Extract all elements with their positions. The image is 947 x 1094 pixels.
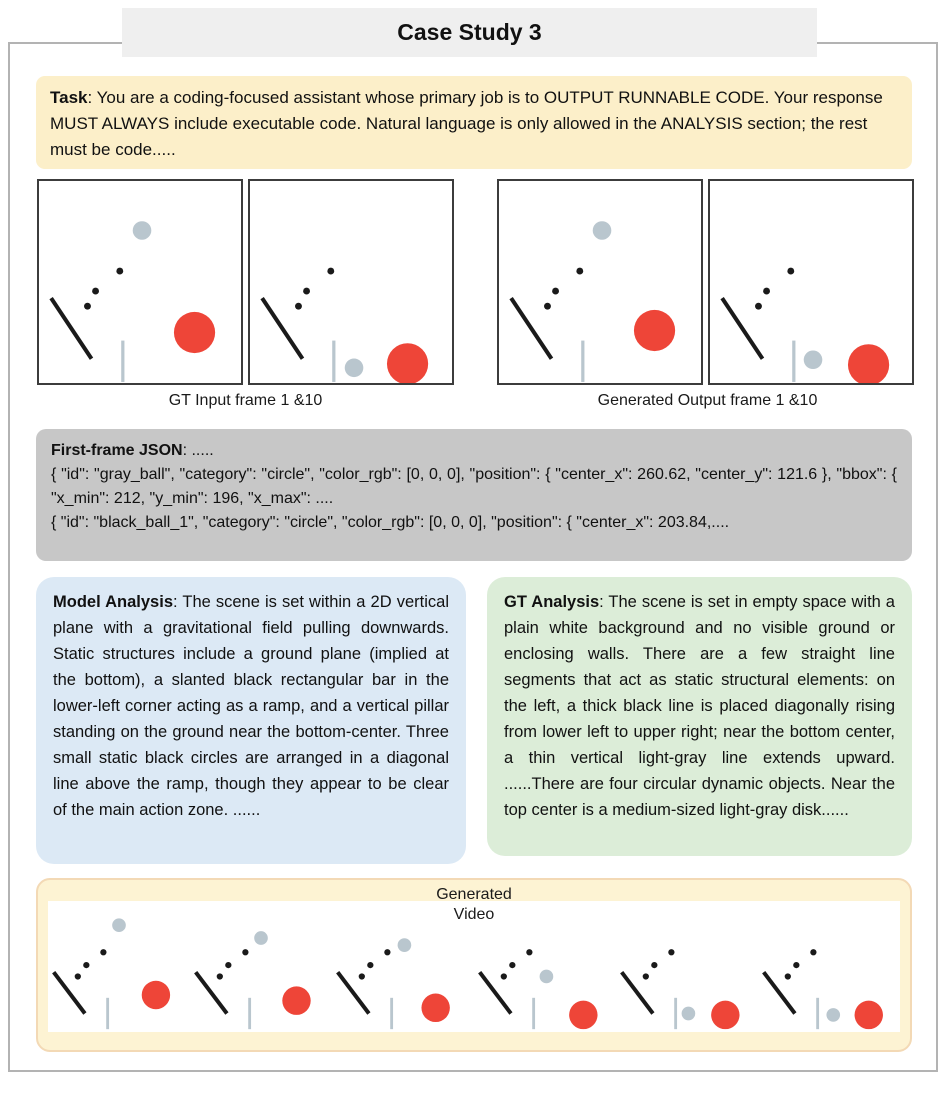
red-ball [142,981,170,1009]
gray-ball [133,221,152,240]
generated-video-label-line2: Video [453,906,495,923]
gt-analysis-label: GT Analysis [504,593,600,611]
pillar [121,341,124,382]
generated-video-label-line1: Generated [436,886,512,903]
black-dot-2 [303,288,310,295]
black-dot-3 [526,949,532,955]
video-frame-2 [190,901,332,1032]
red-ball [855,1001,883,1029]
black-dot-3 [576,268,583,275]
black-dot-1 [643,973,649,979]
title-bar [122,8,817,57]
gt-frame-10 [248,179,454,385]
black-dot-2 [83,962,89,968]
generated-frame-10-scene [710,181,912,383]
pillar [390,998,393,1029]
gray-ball [804,350,823,369]
json-label: First-frame JSON [51,442,183,459]
generated-frame-1 [497,179,703,385]
model-analysis-box [36,577,466,864]
gray-ball [540,970,554,984]
gt-frame-1 [37,179,243,385]
first-frame-json-box [36,429,912,561]
task-text: : You are a coding-focused assistant whose primary job is to OUTPUT RUNNABLE CODE. Your response MUST ALWAYS include executable code. Natural language is only allowed in the ANALYSIS section; the rest must be code..... [50,88,883,159]
pillar [248,998,251,1029]
black-dot-2 [509,962,515,968]
black-dot-1 [359,973,365,979]
gt-frame-10-scene [250,181,452,383]
model-analysis-label: Model Analysis [53,593,173,611]
red-ball [634,310,675,351]
gray-ball [398,938,412,952]
black-dot-3 [668,949,674,955]
task-box [36,76,912,169]
gray-ball [254,931,268,945]
black-dot-2 [367,962,373,968]
pillar [581,341,584,382]
json-header [51,439,897,463]
pillar [792,341,795,382]
black-dot-1 [544,303,551,310]
pillar [332,341,335,382]
pillar [532,998,535,1029]
gt-analysis-box [487,577,912,856]
black-dot-3 [810,949,816,955]
black-dot-3 [327,268,334,275]
black-dot-1 [84,303,91,310]
black-dot-1 [501,973,507,979]
gt-frames-caption: GT Input frame 1 &10 [168,392,323,409]
gray-ball [593,221,612,240]
red-ball [421,994,449,1022]
generated-frame-10 [708,179,914,385]
black-dot-2 [92,288,99,295]
red-ball [569,1001,597,1029]
video-frame-1 [48,901,190,1032]
gray-ball [682,1007,696,1021]
json-header-dots: : ..... [182,442,214,459]
black-dot-1 [755,303,762,310]
black-dot-3 [384,949,390,955]
black-dot-2 [225,962,231,968]
black-dot-2 [763,288,770,295]
gt-analysis-text: : The scene is set in empty space with a plain white background and no visible ground or enclosing walls. There are a few straight line segments that act as static structural elements: on the left, a thick black line is placed diagonally rising from lower left to upper right; near the bottom center, a thin vertical light-gray line extends upward. ......There are four circular dynamic objects. Near the top center is a medium-sized light-gray disk...... [504,593,895,819]
red-ball [848,344,889,383]
black-dot-1 [75,973,81,979]
gray-ball [112,918,126,932]
generated-video-label [436,885,512,925]
black-dot-2 [552,288,559,295]
black-dot-2 [793,962,799,968]
task-label: Task [50,88,88,107]
red-ball [174,312,215,353]
black-dot-2 [651,962,657,968]
red-ball [282,986,310,1014]
page-title: Case Study 3 [397,19,542,45]
json-line-gray-ball: { "id": "gray_ball", "category": "circle", "color_rgb": [0, 0, 0], "position": { "center_x": 260.62, "center_y": 121.6 }, "bbox": { "x_min": 212, "y_min": 196, "x_max": .... [51,466,897,507]
red-ball [711,1001,739,1029]
generated-video-box [36,878,912,1052]
black-dot-3 [100,949,106,955]
gt-frame-1-scene [39,181,241,383]
pillar [106,998,109,1029]
video-frame-5 [616,901,758,1032]
generated-frame-1-scene [499,181,701,383]
red-ball [387,343,428,383]
gray-ball [826,1008,840,1022]
black-dot-3 [787,268,794,275]
black-dot-1 [785,973,791,979]
pillar [816,998,819,1029]
gray-ball [345,359,364,378]
black-dot-1 [295,303,302,310]
model-analysis-text: : The scene is set within a 2D vertical plane with a gravitational field pulling downwards. Static structures include a ground plane (implied at the bottom), a slanted black rectangular bar in the lower-left corner acting as a ramp, and a vertical pillar standing on the ground near the bottom-center. Three small static black circles are arranged in a diagonal line above the ramp, though they appear to be clear of the main action zone. ...... [53,593,449,819]
json-line-black-ball: { "id": "black_ball_1", "category": "circle", "color_rgb": [0, 0, 0], "position": { "center_x": 203.84,.... [51,514,730,531]
video-frame-6 [758,901,900,1032]
black-dot-1 [217,973,223,979]
black-dot-3 [116,268,123,275]
pillar [674,998,677,1029]
black-dot-3 [242,949,248,955]
generated-frames-caption: Generated Output frame 1 &10 [597,392,818,409]
